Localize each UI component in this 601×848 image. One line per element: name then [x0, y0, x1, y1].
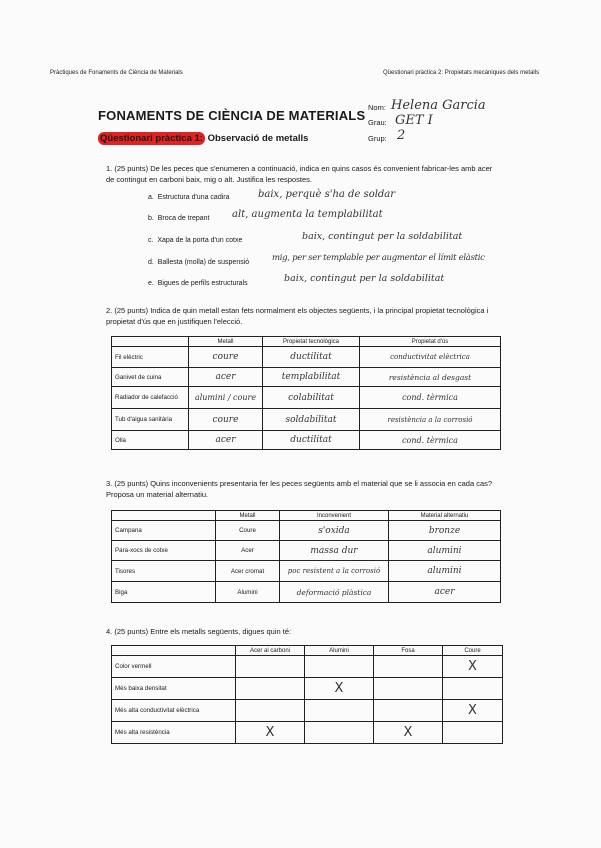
header-left: Pràctiques de Fonaments de Ciència de Materials — [50, 70, 183, 76]
page-title: FONAMENTS DE CIÈNCIA DE MATERIALS — [98, 108, 366, 123]
table-header-row — [112, 646, 503, 656]
table-cell: ductilitat — [263, 347, 360, 368]
table-cell: Acer — [216, 541, 280, 561]
q1-item-d: d. Ballesta (molla) de suspensió — [148, 259, 250, 266]
nom-label: Nom: — [368, 103, 386, 112]
row-label: Ganivet de cuina — [112, 368, 189, 387]
table-row — [112, 678, 503, 700]
table-cell: resistència al desgast — [360, 368, 501, 387]
table-row — [112, 368, 501, 387]
q2-table — [111, 336, 501, 450]
row-label: Més alta conductivitat elèctrica — [112, 700, 236, 722]
header-cell: Propietat d'ús — [360, 337, 501, 347]
table-cell: alumini — [389, 541, 501, 561]
table-cell: alumini — [389, 561, 501, 582]
table-cell: massa dur — [280, 541, 389, 561]
header-cell: Coure — [443, 646, 503, 656]
checkbox-cell — [374, 656, 443, 678]
row-label: Biga — [112, 582, 216, 603]
header-cell: Metall — [216, 511, 280, 521]
table-cell: templabilitat — [263, 368, 360, 387]
table-header-row — [112, 337, 501, 347]
table-cell: poc resistent a la corrosió — [280, 561, 389, 582]
q1-answer-c: baix, contingut per la soldabilitat — [302, 231, 463, 242]
table-cell: coure — [189, 347, 263, 368]
checkbox-cell — [236, 656, 305, 678]
checkbox-cell: X — [443, 700, 503, 722]
checkbox-cell — [374, 678, 443, 700]
table-cell: resistència a la corrosió — [360, 409, 501, 431]
header-cell: Propietat tecnològica — [263, 337, 360, 347]
header-cell — [112, 337, 189, 347]
header-cell: Material alternatiu — [389, 511, 501, 521]
checkbox-cell — [443, 678, 503, 700]
nom-value: Helena Garcia — [391, 98, 486, 113]
q1-item-a: a. Estructura d'una cadira — [148, 194, 230, 201]
table-row — [112, 582, 501, 603]
row-label: Radiador de calefacció — [112, 387, 189, 409]
grau-value: GET I — [395, 113, 433, 128]
row-label: Olla — [112, 431, 189, 450]
checkbox-cell — [305, 700, 374, 722]
table-cell: colabilitat — [263, 387, 360, 409]
table-cell: Acer cromat — [216, 561, 280, 582]
checkbox-cell — [236, 700, 305, 722]
table-cell: acer — [189, 431, 263, 450]
header-cell — [112, 646, 236, 656]
table-cell: bronze — [389, 521, 501, 541]
q1-answer-a: baix, perquè s'ha de soldar — [258, 189, 396, 200]
q1-answer-e: baix, contingut per la soldabilitat — [284, 273, 445, 284]
checkbox-cell — [443, 722, 503, 744]
table-row — [112, 347, 501, 368]
header-cell: Acer al carboni — [236, 646, 305, 656]
table-cell: s'oxida — [280, 521, 389, 541]
table-row — [112, 561, 501, 582]
q1-answer-d: mig, per ser templable per augmentar el límit elàstic — [272, 253, 485, 263]
checkbox-cell: X — [236, 722, 305, 744]
table-cell: conductivitat elèctrica — [360, 347, 501, 368]
header-right: Qüestionari pràctica 2: Propietats mecàniques dels metalls — [383, 70, 540, 76]
header-cell: Alumini — [305, 646, 374, 656]
table-row — [112, 722, 503, 744]
q3-prompt: 3. (25 punts) Quins inconvenients presentaria fer les peces següents amb el material que se li associa en cada cas? Proposa un material alternatiu. — [106, 479, 493, 499]
row-label: Tub d'aigua sanitària — [112, 409, 189, 431]
q1-answer-b: alt, augmenta la templabilitat — [232, 209, 383, 220]
header-cell: Fosa — [374, 646, 443, 656]
header-cell: Metall — [189, 337, 263, 347]
checkbox-cell — [236, 678, 305, 700]
subtitle-highlight: Qüestionari pràctica 1: — [100, 133, 203, 144]
table-cell: ductilitat — [263, 431, 360, 450]
table-cell: acer — [389, 582, 501, 603]
q2-prompt: 2. (25 punts) Indica de quin metall estan fets normalment els objectes següents, i la principal propietat tecnològica i propietat d'ús que en justifiquen l'elecció. — [106, 306, 489, 326]
table-row — [112, 700, 503, 722]
q1-item-e: e. Bigues de perfils estructurals — [148, 280, 248, 287]
row-label: Color vermell — [112, 656, 236, 678]
checkbox-cell — [305, 722, 374, 744]
q4-table — [111, 645, 503, 744]
table-cell: cond. tèrmica — [360, 431, 501, 450]
grup-value: 2 — [397, 128, 406, 143]
checkbox-cell: X — [443, 656, 503, 678]
table-header-row — [112, 511, 501, 521]
q3-table — [111, 510, 501, 603]
q1-item-b: b. Broca de trepant — [148, 215, 210, 222]
subtitle-rest: Observació de metalls — [204, 133, 309, 144]
table-cell: coure — [189, 409, 263, 431]
q4-prompt: 4. (25 punts) Entre els metalls següents, digues quin té: — [106, 627, 292, 636]
row-label: Para-xocs de cotxe — [112, 541, 216, 561]
checkbox-cell: X — [305, 678, 374, 700]
row-label: Fil elèctric — [112, 347, 189, 368]
table-cell: acer — [189, 368, 263, 387]
table-row — [112, 541, 501, 561]
grau-label: Grau: — [368, 118, 387, 127]
table-row — [112, 431, 501, 450]
table-row — [112, 521, 501, 541]
checkbox-cell: X — [374, 722, 443, 744]
row-label: Tisores — [112, 561, 216, 582]
grup-label: Grup: — [368, 134, 387, 143]
checkbox-cell — [374, 700, 443, 722]
table-cell: Alumini — [216, 582, 280, 603]
table-cell: deformació plàstica — [280, 582, 389, 603]
table-cell: soldabilitat — [263, 409, 360, 431]
header-cell — [112, 511, 216, 521]
table-row — [112, 387, 501, 409]
table-cell: cond. tèrmica — [360, 387, 501, 409]
row-label: Més baixa densitat — [112, 678, 236, 700]
table-row — [112, 409, 501, 431]
checkbox-cell — [305, 656, 374, 678]
table-row — [112, 656, 503, 678]
header-cell: Inconvenient — [280, 511, 389, 521]
q1-item-c: c. Xapa de la porta d'un cotxe — [148, 237, 243, 244]
page-subtitle — [98, 133, 308, 144]
table-cell: Coure — [216, 521, 280, 541]
row-label: Més alta resistència — [112, 722, 236, 744]
q1-prompt: 1. (25 punts) De les peces que s'enumeren a continuació, indica en quins casos és convenient fabricar-les amb acer de contingut en carboni baix, mig o alt. Justifica les respostes. — [106, 164, 493, 184]
table-cell: alumini / coure — [189, 387, 263, 409]
row-label: Campana — [112, 521, 216, 541]
